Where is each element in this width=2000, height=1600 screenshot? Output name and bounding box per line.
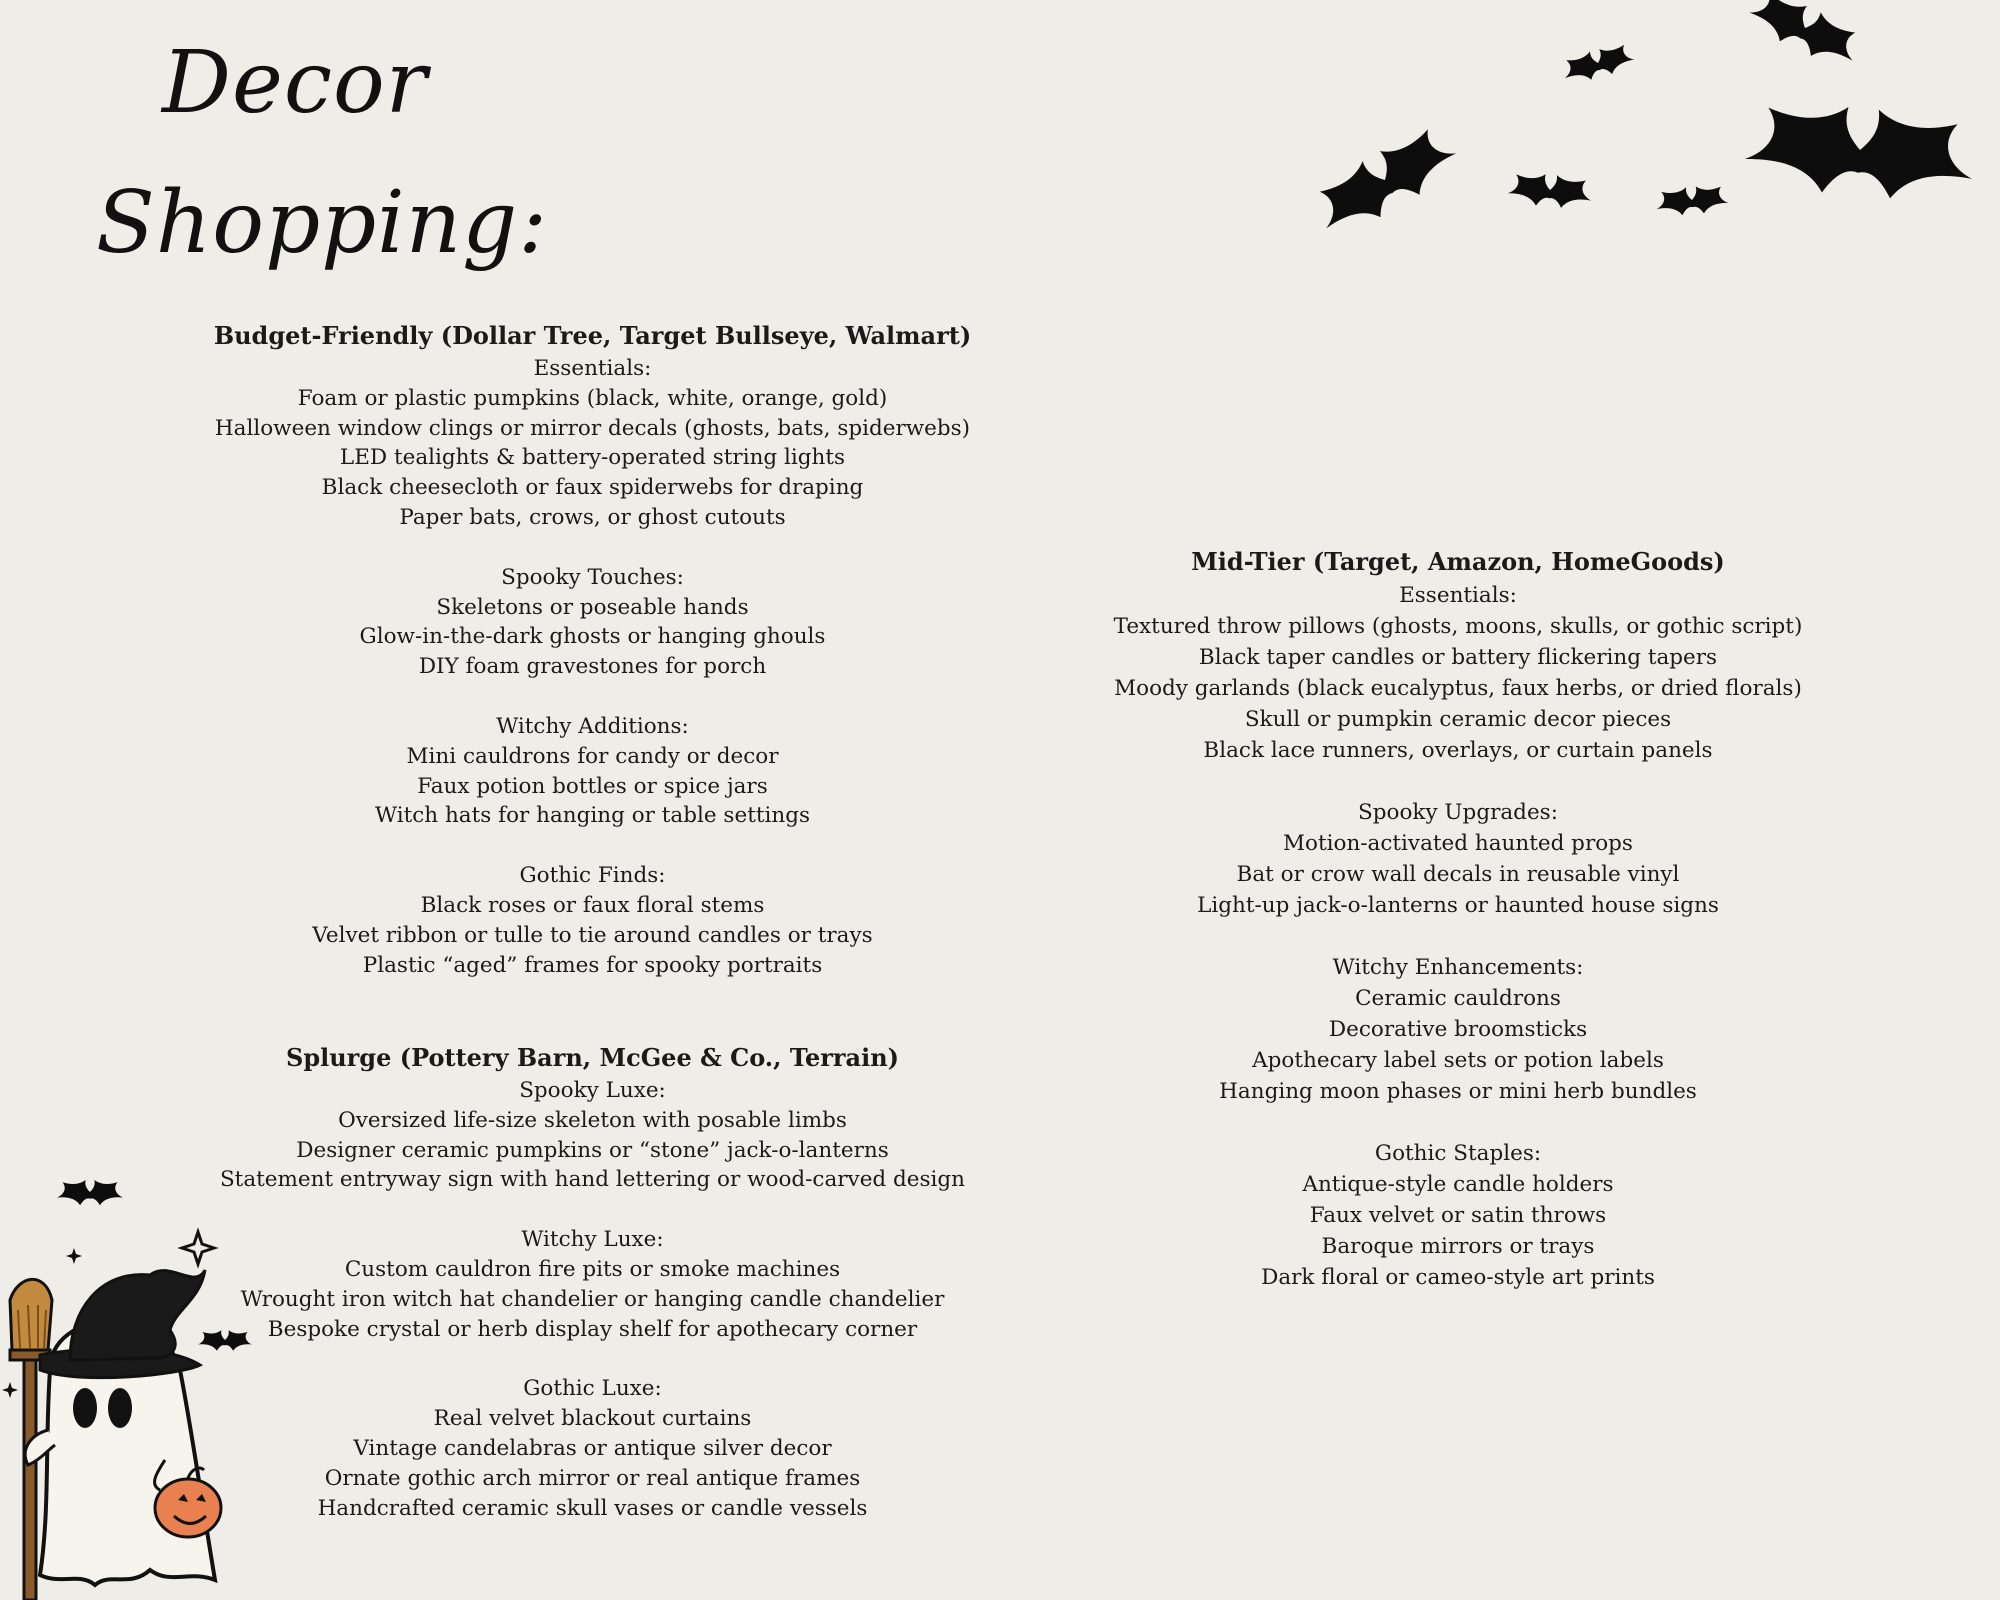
bat-icon [1655,184,1729,218]
list-item: Black cheesecloth or faux spiderwebs for draping [321,475,864,501]
list-item: Bespoke crystal or herb display shelf for apothecary corner [267,1316,918,1342]
budget-group-essentials [190,354,995,533]
list-item: Black taper candles or battery flickering tapers [1198,645,1718,670]
list-item: Black roses or faux floral stems [420,892,765,918]
group-label: Spooky Upgrades: [1358,800,1558,825]
list-item: Apothecary label sets or potion labels [1252,1048,1664,1073]
group-label: Gothic Finds: [519,863,666,889]
list-item: DIY foam gravestones for porch [418,654,767,680]
list-item: Faux velvet or satin throws [1309,1203,1607,1228]
ghost-witch-icon [0,1160,260,1600]
list-item: Foam or plastic pumpkins (black, white, orange, gold) [297,385,888,411]
mid-group-spooky [1088,797,1828,921]
mid-tier-heading: Mid-Tier (Target, Amazon, HomeGoods) [1191,547,1725,576]
mid-group-essentials [1088,580,1828,766]
bat-icon [1507,171,1593,210]
list-item: Statement entryway sign with hand lettering or wood-carved design [219,1167,966,1193]
bat-icon [1560,41,1637,86]
list-item: Wrought iron witch hat chandelier or hanging candle chandelier [240,1286,945,1312]
list-item: Bat or crow wall decals in reusable vinyl [1236,862,1680,887]
budget-heading: Budget-Friendly (Dollar Tree, Target Bullseye, Walmart) [213,321,972,350]
page-title-line-2: Shopping: [96,173,549,273]
bat-icon [1744,0,1866,73]
mid-group-witchy [1088,952,1828,1107]
list-item: Textured throw pillows (ghosts, moons, skulls, or gothic script) [1113,614,1803,639]
list-item: Witch hats for hanging or table settings [374,803,810,829]
list-item: Glow-in-the-dark ghosts or hanging ghouls [359,624,826,650]
bat-icon [1742,98,1977,205]
list-item: Velvet ribbon or tulle to tie around candles or trays [312,922,873,948]
list-item: Skull or pumpkin ceramic decor pieces [1244,707,1672,732]
list-item: Halloween window clings or mirror decals (ghosts, bats, spiderwebs) [214,415,971,441]
list-item: Handcrafted ceramic skull vases or candle vessels [317,1495,868,1521]
bat-flock-icon [1300,0,2000,250]
list-item: Paper bats, crows, or ghost cutouts [399,504,786,530]
budget-section [190,318,995,980]
list-item: Dark floral or cameo-style art prints [1261,1265,1655,1290]
list-item: Moody garlands (black eucalyptus, faux herbs, or dried florals) [1114,676,1802,701]
group-label: Essentials: [533,356,652,381]
list-item: Mini cauldrons for candy or decor [406,743,779,769]
budget-group-witchy [190,712,995,831]
budget-group-spooky [190,563,995,682]
list-item: Vintage candelabras or antique silver decor [353,1435,832,1461]
budget-group-gothic [190,861,995,980]
group-label: Witchy Luxe: [521,1227,664,1253]
mid-group-gothic [1088,1138,1828,1293]
list-item: Designer ceramic pumpkins or “stone” jack-o-lanterns [296,1137,889,1163]
group-label: Spooky Luxe: [519,1078,666,1103]
page-title-line-1: Decor [162,33,428,133]
group-label: Spooky Touches: [501,564,684,590]
list-item: Faux potion bottles or spice jars [417,773,768,799]
list-item: Black lace runners, overlays, or curtain panels [1203,738,1713,763]
splurge-section [190,1040,995,1523]
list-item: Light-up jack-o-lanterns or haunted house signs [1197,893,1719,918]
splurge-group-gothic [190,1374,995,1523]
list-item: Oversized life-size skeleton with posable limbs [338,1107,847,1133]
group-label: Witchy Additions: [496,713,689,739]
mid-tier-section [1088,544,1828,1293]
splurge-group-witchy [190,1225,995,1344]
group-label: Essentials: [1399,583,1517,608]
splurge-heading: Splurge (Pottery Barn, McGee & Co., Terrain) [285,1043,899,1072]
list-item: Ceramic cauldrons [1355,986,1561,1011]
list-item: Decorative broomsticks [1328,1017,1588,1042]
list-item: Real velvet blackout curtains [433,1406,752,1432]
list-item: Ornate gothic arch mirror or real antique frames [324,1465,861,1491]
bat-icon [1306,119,1465,244]
list-item: Baroque mirrors or trays [1321,1234,1595,1259]
list-item: Antique-style candle holders [1302,1172,1614,1197]
list-item: LED tealights & battery-operated string lights [339,445,846,471]
list-item: Custom cauldron fire pits or smoke machines [344,1256,841,1282]
list-item: Motion-activated haunted props [1283,831,1633,856]
group-label: Witchy Enhancements: [1332,955,1584,980]
list-item: Skeletons or poseable hands [436,594,749,620]
group-label: Gothic Staples: [1374,1141,1542,1166]
splurge-group-spooky [190,1076,995,1195]
group-label: Gothic Luxe: [523,1376,662,1402]
list-item: Plastic “aged” frames for spooky portraits [362,952,823,978]
list-item: Hanging moon phases or mini herb bundles [1219,1079,1697,1104]
